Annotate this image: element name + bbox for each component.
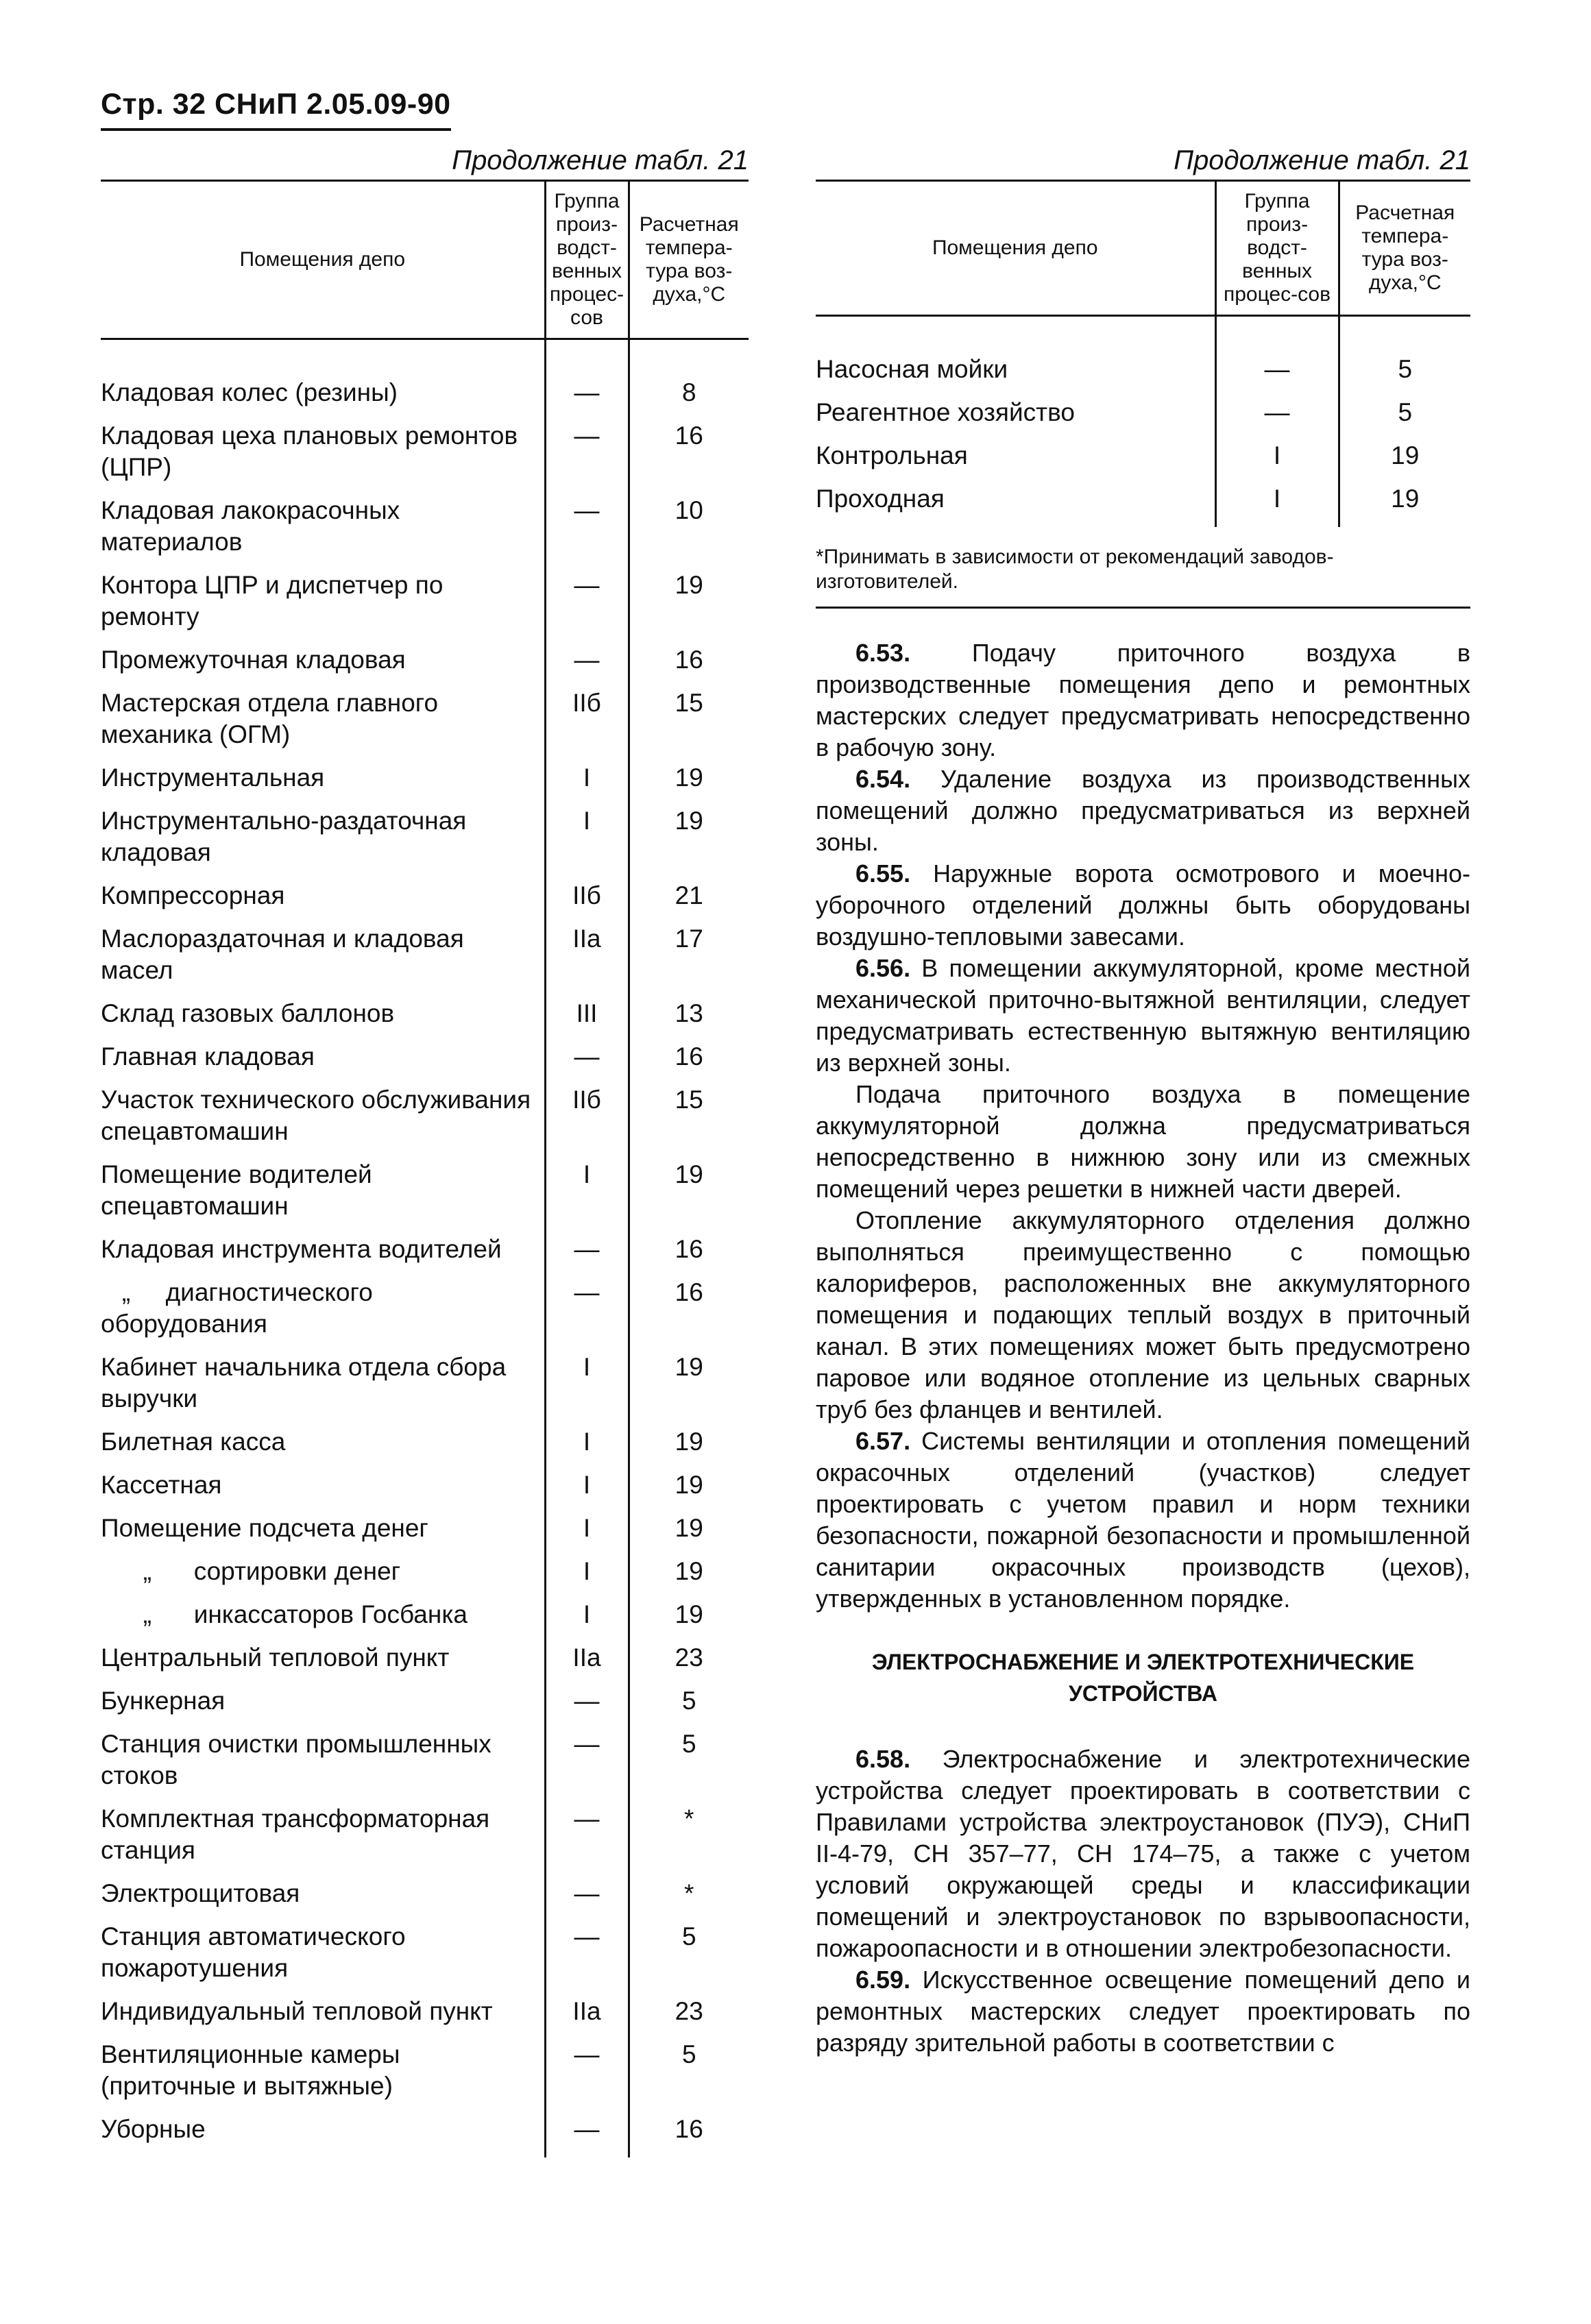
process-group-cell: I [545, 1347, 629, 1422]
room-name-cell: Склад газовых баллонов [101, 999, 395, 1027]
room-name-cell: Промежуточная кладовая [101, 646, 406, 674]
rooms-temperature-table-right [816, 180, 1470, 527]
process-group-cell: — [545, 416, 629, 491]
room-name-cell: Станция очистки промышленных стоков [101, 1730, 499, 1789]
process-group-cell: — [545, 1724, 629, 1799]
paragraph-number: 6.55. [855, 859, 911, 888]
table-row [101, 1724, 749, 1799]
process-group-cell: — [545, 1273, 629, 1347]
paragraph-text: Отопление аккумуляторного отделения должно выполняться преимущественно с помощью калориферов, расположенных вне аккумуляторного помещения и подающих теплый воздух в приточный канал. В этих помещениях может быть предусмотрено паровое или водяное отопление из цельных сварных труб без фланцев и вентилей. [816, 1206, 1470, 1423]
room-name-cell: Уборные [101, 2115, 206, 2143]
paragraph [816, 637, 1470, 763]
process-group-cell: I [1215, 479, 1339, 527]
paragraph [816, 1205, 1470, 1426]
paragraph-text: Подача приточного воздуха в помещение аккумуляторной должна предусматриваться непосредственно в нижнюю зону или из смежных помещений через решетки в нижней части дверей. [816, 1080, 1470, 1203]
table-row [101, 640, 749, 683]
paragraph-number: 6.56. [855, 954, 911, 982]
room-name-cell: Вентиляционные камеры (приточные и вытяжные) [101, 2040, 407, 2100]
process-group-cell: I [545, 1595, 629, 1638]
table-row [101, 876, 749, 919]
table-row [101, 758, 749, 801]
process-group-cell: — [1215, 393, 1339, 436]
room-name-cell: Компрессорная [101, 881, 285, 909]
room-name-cell: Кладовая колес (резины) [101, 378, 398, 406]
process-group-cell: I [545, 1508, 629, 1552]
temperature-cell: 23 [675, 1643, 703, 1672]
table-row [816, 316, 1470, 393]
process-group-cell: — [545, 1230, 629, 1273]
paragraph [816, 858, 1470, 953]
paragraph-number: 6.58. [855, 1745, 911, 1773]
process-group-cell: IIб [545, 683, 629, 758]
process-group-cell: I [545, 1552, 629, 1595]
header-temp: Расчетная темпера-тура воз-духа,°С [1339, 181, 1470, 316]
paragraph [816, 1079, 1470, 1205]
table-row [101, 919, 749, 994]
table-row [101, 2035, 749, 2109]
paragraph-text: Удаление воздуха из производственных помещений должно предусматриваться из верхней зоны. [816, 765, 1470, 856]
process-group-cell: — [545, 1681, 629, 1724]
temperature-cell: 19 [675, 571, 703, 599]
table-row [101, 1681, 749, 1724]
paragraph-text: Искусственное освещение помещений депо и ремонтных мастерских следует проектировать по разряду зрительной работы в соответствии с [816, 1966, 1470, 2057]
paragraph [816, 1744, 1470, 1964]
temperature-cell: 19 [675, 1353, 703, 1381]
table-row [101, 1874, 749, 1917]
room-name-cell: „ сортировки денег [101, 1557, 401, 1585]
table-row [101, 1347, 749, 1422]
table-row [101, 1037, 749, 1080]
paragraph-text: Подачу приточного воздуха в производственные помещения депо и ремонтных мастерских следует предусматривать непосредственно в рабочую зону. [816, 639, 1470, 761]
process-group-cell: IIб [545, 876, 629, 919]
table-row [101, 1638, 749, 1681]
room-name-cell: Контрольная [816, 441, 968, 469]
paragraphs-electrical [816, 1744, 1470, 2059]
temperature-cell: 19 [1391, 485, 1420, 513]
table-row [101, 1552, 749, 1595]
table-row [101, 683, 749, 758]
process-group-cell: I [545, 1465, 629, 1508]
process-group-cell: — [545, 1799, 629, 1874]
header-group: Группа произ-водст-венных процес-сов [1215, 181, 1339, 316]
paragraph-number: 6.59. [855, 1966, 911, 1994]
process-group-cell: IIб [545, 1080, 629, 1155]
room-name-cell: Комплектная трансформаторная станция [101, 1805, 497, 1864]
process-group-cell: — [545, 1037, 629, 1080]
table-row [101, 1992, 749, 2035]
table-footnote: *Принимать в зависимости от рекомендаций заводов-изготовителей. [816, 545, 1470, 609]
room-name-cell: Насосная мойки [816, 355, 1008, 383]
header-group: Группа произ-водст-венных процес-сов [545, 181, 629, 339]
process-group-cell: IIа [545, 1638, 629, 1681]
temperature-cell: 5 [681, 1687, 696, 1715]
temperature-cell: 10 [675, 496, 703, 524]
temperature-cell: 19 [675, 1557, 703, 1585]
room-name-cell: Помещение водителей спецавтомашин [101, 1160, 380, 1220]
temperature-cell: 19 [1391, 441, 1420, 469]
paragraph-text: Системы вентиляции и отопления помещений окрасочных отделений (участков) следует проектировать с учетом правил и норм техники безопасности, пожарной безопасности и промышленной санитарии окрасочных производств (цехов), утвержденных в установленном порядке. [816, 1427, 1470, 1613]
table-row [101, 1080, 749, 1155]
room-name-cell: Кассетная [101, 1471, 222, 1499]
room-name-cell: Инструментально-раздаточная кладовая [101, 807, 474, 866]
header-temp: Расчетная темпера-тура воз-духа,°С [629, 181, 749, 339]
room-name-cell: Мастерская отдела главного механика (ОГМ) [101, 689, 446, 748]
table-row [101, 1595, 749, 1638]
table-row [101, 1799, 749, 1874]
room-name-cell: Главная кладовая [101, 1042, 315, 1071]
table-row [101, 1155, 749, 1230]
room-name-cell: Проходная [816, 485, 945, 513]
temperature-cell: 15 [675, 1086, 703, 1114]
process-group-cell: III [545, 994, 629, 1037]
paragraph [816, 1964, 1470, 2059]
paragraph-number: 6.53. [855, 639, 911, 667]
table-row [101, 416, 749, 491]
header-room: Помещения депо [101, 181, 545, 339]
table-row [101, 1917, 749, 1992]
process-group-cell: — [545, 1874, 629, 1917]
process-group-cell: — [545, 565, 629, 640]
temperature-cell: 19 [675, 1514, 703, 1542]
table-row [101, 339, 749, 417]
process-group-cell: — [545, 339, 629, 417]
temperature-cell: 19 [675, 1600, 703, 1628]
room-name-cell: Участок технического обслуживания спецавтомашин [101, 1086, 538, 1145]
table-row [101, 2109, 749, 2157]
process-group-cell: I [1215, 436, 1339, 479]
room-name-cell: Кабинет начальника отдела сбора выручки [101, 1353, 513, 1412]
table-header-row [101, 181, 749, 339]
header-room: Помещения депо [816, 181, 1215, 316]
paragraph-number: 6.57. [855, 1427, 911, 1455]
table-row [101, 491, 749, 565]
process-group-cell: — [545, 2035, 629, 2109]
temperature-cell: 15 [675, 689, 703, 717]
room-name-cell: Билетная касса [101, 1428, 286, 1456]
process-group-cell: — [545, 2109, 629, 2157]
table-row [101, 1273, 749, 1347]
table-row [816, 479, 1470, 527]
process-group-cell: I [545, 758, 629, 801]
room-name-cell: Электрощитовая [101, 1879, 300, 1907]
room-name-cell: „ диагностического оборудования [101, 1278, 380, 1338]
page-header: Стр. 32 СНиП 2.05.09-90 [101, 88, 451, 131]
table-row [816, 393, 1470, 436]
temperature-cell: 8 [681, 378, 696, 406]
process-group-cell: — [1215, 316, 1339, 393]
table-row [101, 1465, 749, 1508]
paragraphs-ventilation [816, 637, 1470, 1615]
process-group-cell: IIа [545, 919, 629, 994]
right-column [816, 144, 1470, 2059]
temperature-cell: 5 [1398, 355, 1413, 383]
table-row [101, 1230, 749, 1273]
paragraph [816, 1426, 1470, 1615]
room-name-cell: Центральный тепловой пункт [101, 1643, 450, 1672]
room-name-cell: Кладовая инструмента водителей [101, 1235, 502, 1263]
temperature-cell: * [684, 1805, 694, 1833]
temperature-cell: 16 [675, 2115, 703, 2143]
temperature-cell: 16 [675, 1278, 703, 1306]
temperature-cell: 19 [675, 763, 703, 792]
paragraph [816, 953, 1470, 1079]
temperature-cell: 16 [675, 646, 703, 674]
room-name-cell: Кладовая цеха плановых ремонтов (ЦПР) [101, 421, 525, 481]
process-group-cell: — [545, 491, 629, 565]
temperature-cell: 13 [675, 999, 703, 1027]
table-row [101, 994, 749, 1037]
process-group-cell: — [545, 640, 629, 683]
process-group-cell: I [545, 1422, 629, 1465]
temperature-cell: 16 [675, 1042, 703, 1071]
paragraph-text: Электроснабжение и электротехнические устройства следует проектировать в соответствии с Правилами устройства электроустановок (ПУЭ), СНиП II-4-79, СН 357–77, СН 174–75, а также с учетом условий окружающей среды и классификации помещений и электроустановок по взрывоопасности, пожароопасности и в отношении электробезопасности. [816, 1745, 1470, 1962]
paragraph-number: 6.54. [855, 765, 911, 793]
temperature-cell: 5 [681, 2040, 696, 2068]
temperature-cell: * [684, 1879, 694, 1907]
process-group-cell: IIа [545, 1992, 629, 2035]
temperature-cell: 5 [681, 1730, 696, 1758]
room-name-cell: Инструментальная [101, 763, 325, 792]
section-title: ЭЛЕКТРОСНАБЖЕНИЕ И ЭЛЕКТРОТЕХНИЧЕСКИЕ УСТРОЙСТВА [871, 1650, 1415, 1706]
paragraph-text: Наружные ворота осмотрового и моечно-уборочного отделений должны быть оборудованы воздушно-тепловыми завесами. [816, 859, 1470, 951]
room-name-cell: Реагентное хозяйство [816, 398, 1075, 426]
room-name-cell: Контора ЦПР и диспетчер по ремонту [101, 571, 450, 631]
temperature-cell: 19 [675, 807, 703, 835]
table-header-row [816, 181, 1470, 316]
table-row [101, 1422, 749, 1465]
process-group-cell: — [545, 1917, 629, 1992]
process-group-cell: I [545, 1155, 629, 1230]
temperature-cell: 23 [675, 1997, 703, 2025]
temperature-cell: 5 [1398, 398, 1413, 426]
paragraph [816, 763, 1470, 858]
temperature-cell: 19 [675, 1428, 703, 1456]
temperature-cell: 5 [681, 1922, 696, 1950]
room-name-cell: Бункерная [101, 1687, 226, 1715]
room-name-cell: „ инкассаторов Госбанка [101, 1600, 467, 1628]
table-row [101, 565, 749, 640]
room-name-cell: Индивидуальный тепловой пункт [101, 1997, 493, 2025]
table-continuation-label: Продолжение табл. 21 [1174, 145, 1470, 175]
room-name-cell: Маслораздаточная и кладовая масел [101, 925, 472, 984]
temperature-cell: 16 [675, 1235, 703, 1263]
temperature-cell: 17 [675, 925, 703, 953]
temperature-cell: 19 [675, 1471, 703, 1499]
table-row [101, 801, 749, 876]
table-row [101, 1508, 749, 1552]
temperature-cell: 21 [675, 881, 703, 909]
temperature-cell: 19 [675, 1160, 703, 1188]
paragraph-text: В помещении аккумуляторной, кроме местной механической приточно-вытяжной вентиляции, следует предусматривать естественную вытяжную вентиляцию из верхней зоны. [816, 954, 1470, 1077]
left-column [101, 144, 749, 2157]
room-name-cell: Кладовая лакокрасочных материалов [101, 496, 407, 556]
table-row [816, 436, 1470, 479]
rooms-temperature-table-left [101, 180, 749, 2157]
process-group-cell: I [545, 801, 629, 876]
temperature-cell: 16 [675, 421, 703, 450]
table-continuation-label: Продолжение табл. 21 [452, 145, 749, 175]
room-name-cell: Станция автоматического пожаротушения [101, 1922, 413, 1982]
room-name-cell: Помещение подсчета денег [101, 1514, 428, 1542]
